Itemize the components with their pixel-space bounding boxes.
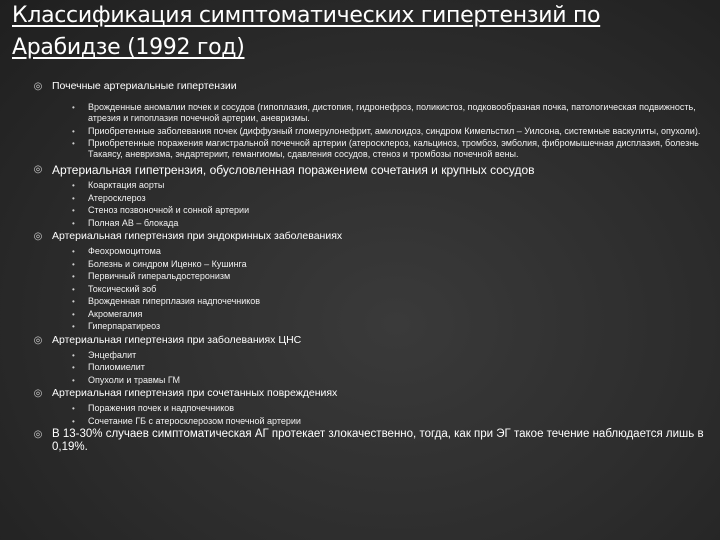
list-item-text: Атеросклероз [88,192,146,203]
section-items [72,102,712,160]
list-item-text: Сочетание ГБ с атеросклерозом почечной артерии [88,415,301,426]
list-item [72,403,712,414]
list-item-text: Феохромоцитома [88,246,161,256]
list-item [72,205,712,216]
list-item-text: Первичный гиперальдостеронизм [88,271,231,281]
bullet-icon: • [72,284,75,294]
bullet-icon: • [72,193,75,203]
list-item [72,416,712,427]
section-vascular [32,163,712,229]
bullet-icon: • [72,350,75,360]
bullet-icon: • [72,375,75,385]
section-items [72,246,712,332]
bullet-icon: • [72,322,75,331]
slide-title: Классификация симптоматических гипертензий по Арабидзе (1992 год) [12,3,601,60]
section-bullet-icon [32,81,44,93]
section-bullet-icon [32,164,44,176]
bullet-icon: • [72,206,75,215]
section-cns [32,334,712,386]
list-item-text: Болезнь и синдром Иценко – Кушинга [88,258,247,269]
list-item [72,362,712,373]
list-item-text: Акромегалия [88,308,143,319]
bullet-icon: • [72,309,75,319]
list-item-text: Приобретенные заболевания почек (диффузный гломерулонефрит, амилоидоз, синдром Кимельстил – Уилсона, системные васкулиты, опухоли). [88,125,701,136]
list-item [72,350,712,361]
section-renal [32,80,712,160]
final-note: В 13-30% случаев симптоматическая АГ протекает злокачественно, тогда, как при ЭГ такое течение наблюдается лишь в 0,19%. [52,428,704,453]
list-item [72,271,712,282]
list-item-text: Полиомиелит [88,362,145,372]
list-item [72,296,712,307]
section-bullet-icon [32,429,44,441]
list-item-text: Опухоли и травмы ГМ [88,374,181,385]
list-item-text: Гиперпаратиреоз [88,321,161,331]
list-item-text: Врожденная гиперплазия надпочечников [88,296,261,306]
section-items [72,403,712,427]
list-item [72,218,712,229]
list-item [72,375,712,386]
list-item [72,309,712,320]
bullet-icon: • [72,218,75,228]
bullet-icon: • [72,272,75,281]
list-item-text: Поражения почек и надпочечников [88,403,235,413]
bullet-icon: • [72,416,75,426]
section-bullet-icon [32,231,44,243]
bullet-icon: • [72,103,75,112]
bullet-icon: • [72,247,75,256]
bullet-icon: • [72,259,75,269]
list-item [72,259,712,270]
section-combined [32,387,712,427]
bullet-icon: • [72,181,75,190]
list-item-text: Стеноз позвоночной и сонной артерии [88,205,250,215]
list-item [72,180,712,191]
section-heading: Артериальная гипертензия при сочетанных повреждениях [52,387,338,399]
list-item-text: Коарктация аорты [88,180,165,190]
list-item [72,193,712,204]
list-item-text: Врожденные аномалии почек и сосудов (гипоплазия, дистопия, гидронефроз, поликистоз, подковообразная почка, патологическая подвижность, атрезия и гипоплазия почечной артерии, аневризмы. [88,102,696,123]
bullet-icon: • [72,297,75,306]
section-heading: Артериальная гипертензия при заболеваниях ЦНС [52,333,302,346]
bullet-icon: • [72,139,75,148]
list-item [72,284,712,295]
section-note [32,428,712,454]
section-items [72,350,712,386]
list-item [72,102,712,124]
section-heading: Почечные артериальные гипертензии [52,80,237,92]
bullet-icon: • [72,363,75,372]
list-item-text: Токсический зоб [88,283,157,294]
list-item-text: Полная АВ – блокада [88,217,179,228]
list-item [72,126,712,137]
bullet-icon: • [72,126,75,136]
list-item-text: Приобретенные поражения магистральной почечной артерии (атеросклероз, кальциноз, тромбоз, эмболия, фибромышечная дисплазия, болезнь Такаясу, аневризма, эндартериит, гемангиомы, сдавления сосудов, стеноз и тромбозы почечной вены. [88,138,699,159]
list-item [72,246,712,257]
list-item [72,138,712,160]
bullet-icon: • [72,404,75,413]
section-heading: Артериальная гипетрензия, обусловленная поражением сочетания и крупных сосудов [52,163,535,177]
list-item [72,321,712,332]
section-heading: Артериальная гипертензия при эндокринных заболеваниях [52,230,343,242]
slide-content [32,80,712,454]
section-endocrine [32,230,712,332]
section-items [72,180,712,229]
section-bullet-icon [32,335,44,347]
list-item-text: Энцефалит [88,349,137,360]
section-bullet-icon [32,388,44,400]
